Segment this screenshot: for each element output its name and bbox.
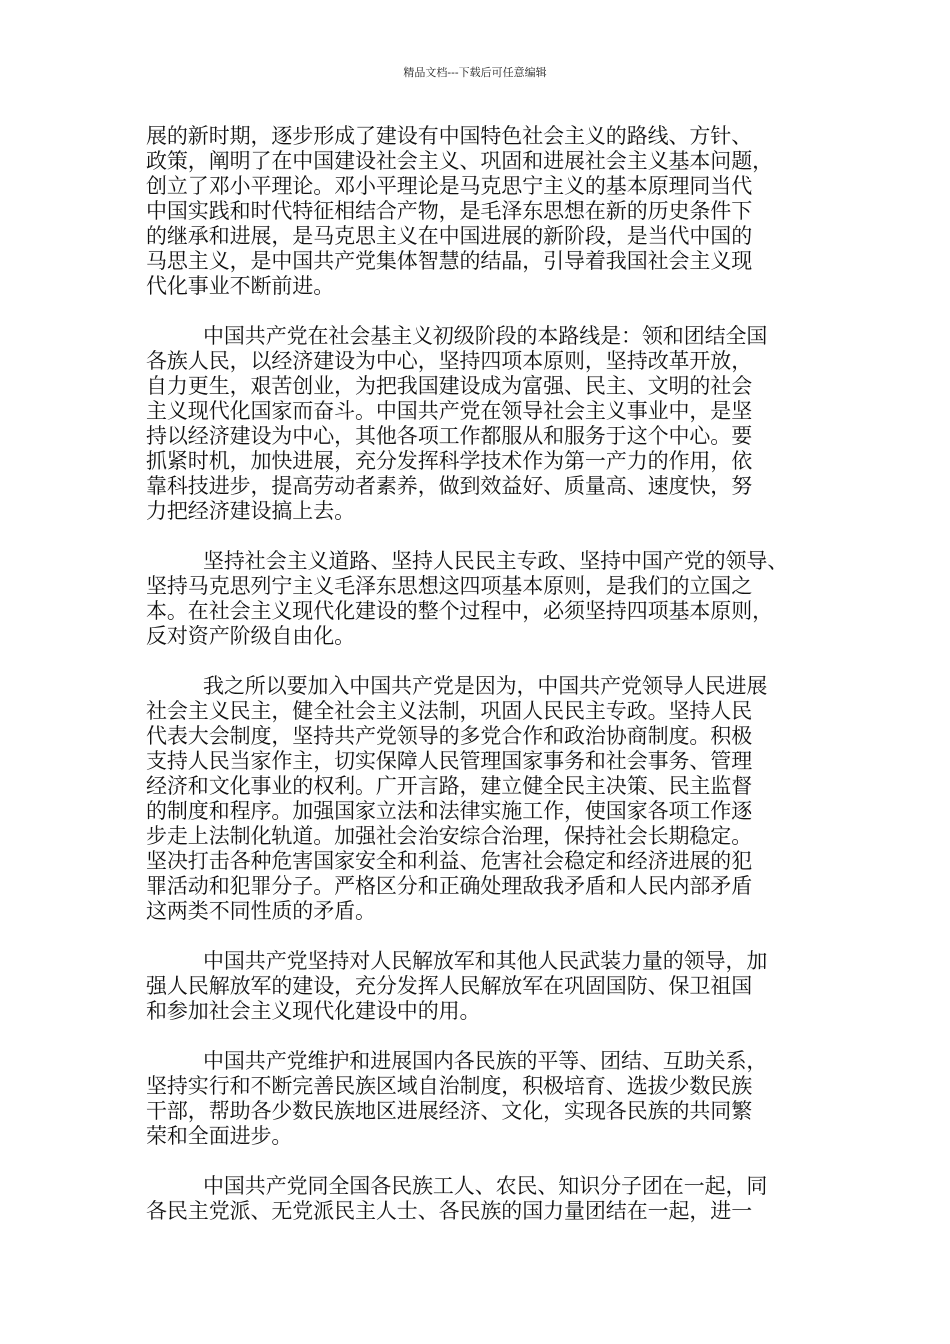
text-line: 坚持实行和不断完善民族区域自治制度，积极培育、选拔少数民族: [146, 1074, 753, 1098]
text-line: 代化事业不断前进。: [146, 274, 335, 298]
text-line: 坚决打击各种危害国家安全和利益、危害社会稳定和经济进展的犯: [146, 849, 753, 873]
text-line: 步走上法制化轨道。加强社会治安综合治理，保持社会长期稳定。: [146, 824, 753, 848]
page-header: [0, 66, 950, 80]
text-line: 政策，阐明了在中国建设社会主义、巩固和进展社会主义基本问题，: [146, 149, 773, 173]
text-line: 中国实践和时代特征相结合产物，是毛泽东思想在新的历史条件下: [146, 199, 753, 223]
text-line: 的制度和程序。加强国家立法和法律实施工作，使国家各项工作逐: [146, 799, 753, 823]
text-line: 中国共产党坚持对人民解放军和其他人民武装力量的领导，加: [203, 949, 768, 973]
paragraph-3: [146, 549, 806, 649]
text-line: 坚持社会主义道路、坚持人民民主专政、坚持中国产党的领导、: [203, 549, 789, 573]
text-line: 本。在社会主义现代化建设的整个过程中，必须坚持四项基本原则，: [146, 599, 773, 623]
text-line: 我之所以要加入中国共产党是因为，中国共产党领导人民进展: [203, 674, 768, 698]
text-line: 社会主义民主，健全社会主义法制，巩固人民民主专政。坚持人民: [146, 699, 753, 723]
header-text: 精品文档---下载后可任意编辑: [403, 66, 547, 79]
text-line: 支持人民当家作主，切实保障人民管理国家事务和社会事务、管理: [146, 749, 753, 773]
text-line: 这两类不同性质的矛盾。: [146, 899, 376, 923]
text-line: 各民主党派、无党派民主人士、各民族的国力量团结在一起，进一: [146, 1199, 753, 1223]
text-line: 荣和全面进步。: [146, 1124, 293, 1148]
text-line: 中国共产党同全国各民族工人、农民、知识分子团在一起，同: [203, 1174, 768, 1198]
paragraph-1: [146, 124, 806, 299]
text-line: 中国共产党在社会基主义初级阶段的本路线是：领和团结全国: [203, 324, 768, 348]
text-line: 持以经济建设为中心，其他各项工作都服从和服务于这个中心。要: [146, 424, 753, 448]
text-line: 中国共产党维护和进展国内各民族的平等、团结、互助关系，: [203, 1049, 768, 1073]
text-line: 强人民解放军的建设，充分发挥人民解放军在巩固国防、保卫祖国: [146, 974, 753, 998]
paragraph-2: [146, 324, 806, 524]
text-line: 经济和文化事业的权利。广开言路，建立健全民主决策、民主监督: [146, 774, 753, 798]
text-line: 展的新时期，逐步形成了建设有中国特色社会主义的路线、方针、: [146, 124, 753, 148]
paragraph-6: [146, 1049, 806, 1149]
paragraph-7: [146, 1174, 806, 1224]
text-line: 马思主义，是中国共产党集体智慧的结晶，引导着我国社会主义现: [146, 249, 753, 273]
text-line: 力把经济建设搞上去。: [146, 499, 355, 523]
text-line: 的继承和进展，是马克思主义在中国进展的新阶段，是当代中国的: [146, 224, 753, 248]
paragraph-5: [146, 949, 806, 1024]
text-line: 抓紧时机，加快进展，充分发挥科学技术作为第一产力的作用，依: [146, 449, 753, 473]
text-line: 罪活动和犯罪分子。严格区分和正确处理敌我矛盾和人民内部矛盾: [146, 874, 753, 898]
text-line: 靠科技进步，提高劳动者素养，做到效益好、质量高、速度快，努: [146, 474, 753, 498]
paragraph-4: [146, 674, 806, 924]
text-line: 反对资产阶级自由化。: [146, 624, 355, 648]
text-line: 和参加社会主义现代化建设中的用。: [146, 999, 481, 1023]
text-line: 各族人民，以经济建设为中心，坚持四项本原则，坚持改革开放，: [146, 349, 753, 373]
text-line: 创立了邓小平理论。邓小平理论是马克思宁主义的基本原理同当代: [146, 174, 753, 198]
document-body: [146, 124, 806, 1224]
text-line: 自力更生，艰苦创业，为把我国建设成为富强、民主、文明的社会: [146, 374, 753, 398]
text-line: 坚持马克思列宁主义毛泽东思想这四项基本原则，是我们的立国之: [146, 574, 753, 598]
text-line: 代表大会制度，坚持共产党领导的多党合作和政治协商制度。积极: [146, 724, 753, 748]
text-line: 主义现代化国家而奋斗。中国共产党在领导社会主义事业中，是坚: [146, 399, 753, 423]
text-line: 干部，帮助各少数民族地区进展经济、文化，实现各民族的共同繁: [146, 1099, 753, 1123]
